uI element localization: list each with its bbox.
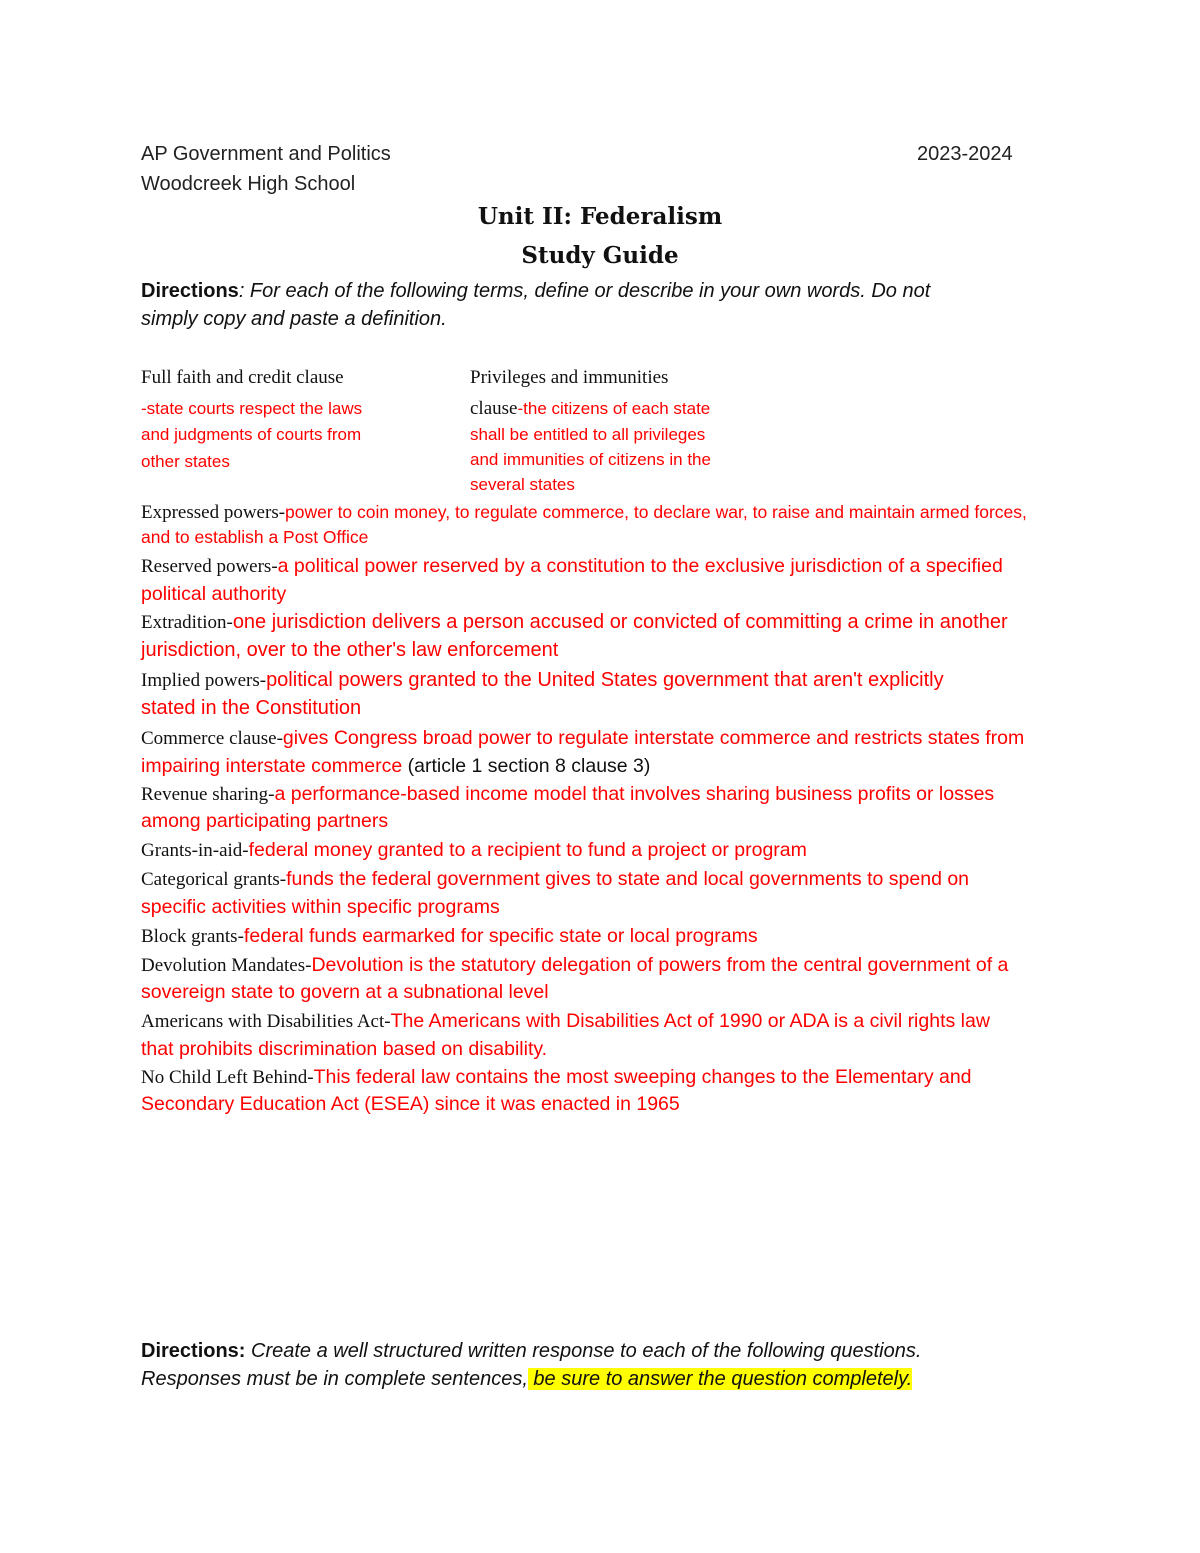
term-no-child-left-behind-cont: Secondary Education Act (ESEA) since it was enacted in 1965: [141, 1093, 680, 1115]
def-line: several states: [470, 475, 575, 494]
directions-terms: [141, 277, 1041, 333]
term-categorical-grants-cont: specific activities within specific programs: [141, 896, 500, 918]
term-definition: Devolution is the statutory delegation of powers from the central government of a: [311, 954, 1009, 976]
term-name: Commerce clause-: [141, 728, 283, 749]
term-name: Categorical grants-: [141, 869, 287, 890]
term-commerce-clause-cont: [141, 755, 650, 778]
unit-title: Unit II: Federalism: [477, 203, 723, 230]
def-line: shall be entitled to all privileges: [470, 425, 706, 444]
term-name: Devolution Mandates-: [141, 955, 312, 976]
term-definition: federal money granted to a recipient to fund a project or program: [248, 839, 807, 861]
term-full-faith: Full faith and credit clause: [141, 367, 344, 388]
def-line: and immunities of citizens in the: [470, 450, 711, 469]
term-revenue-sharing: [141, 783, 994, 806]
term-name: Expressed powers-: [141, 502, 286, 523]
def-line: and judgments of courts from: [141, 425, 362, 444]
term-definition: gives Congress broad power to regulate interstate commerce and restricts states from: [282, 727, 1025, 749]
term-name: Implied powers-: [141, 670, 267, 691]
directions-label: Directions: [141, 280, 239, 302]
term-privileges-line2: [470, 396, 710, 422]
directions-text-line2: Responses must be in complete sentences,: [141, 1368, 528, 1390]
term-name: Grants-in-aid-: [141, 840, 249, 861]
term-name: Block grants-: [141, 926, 244, 947]
term-definition: one jurisdiction delivers a person accused or convicted of committing a crime in another: [232, 611, 1008, 633]
term-no-child-left-behind: [141, 1066, 972, 1089]
term-name: Extradition-: [141, 612, 233, 633]
term-implied-powers-cont: stated in the Constitution: [141, 697, 362, 719]
highlighted-instruction: be sure to answer the question completely.: [527, 1368, 913, 1390]
constitution-reference: (article 1 section 8 clause 3): [402, 755, 651, 777]
term-definition-cont: impairing interstate commerce: [141, 755, 403, 777]
term-definition: The Americans with Disabilities Act of 1990 or ADA is a civil rights law: [390, 1010, 990, 1032]
term-categorical-grants: [141, 868, 969, 891]
directions-text-line1: : For each of the following terms, define or describe in your own words. Do not: [238, 280, 931, 302]
term-reserved-powers: [141, 555, 1003, 578]
term-devolution-mandates-cont: sovereign state to govern at a subnational level: [141, 981, 549, 1003]
term-name: Revenue sharing-: [141, 784, 275, 805]
term-reserved-powers-cont: political authority: [141, 583, 287, 605]
school-year: 2023-2024: [917, 143, 1013, 165]
term-definition: federal funds earmarked for specific state or local programs: [243, 925, 758, 947]
def-privileges-line1: -the citizens of each state: [517, 399, 711, 418]
directions-text-line1: Create a well structured written response to each of the following questions.: [245, 1340, 922, 1362]
term-name: Reserved powers-: [141, 556, 278, 577]
school-name: Woodcreek High School: [141, 173, 356, 195]
def-line: other states: [141, 452, 230, 471]
term-revenue-sharing-cont: among participating partners: [141, 810, 389, 832]
term-devolution-mandates: [141, 954, 1008, 977]
term-definition: political powers granted to the United States government that aren't explicitly: [266, 669, 944, 691]
directions-label: Directions:: [141, 1340, 246, 1362]
guide-title: Study Guide: [521, 242, 679, 269]
term-grants-in-aid: [141, 839, 807, 862]
term-privileges: Privileges and immunities: [470, 367, 669, 388]
directions-response: [141, 1337, 1041, 1393]
term-definition: funds the federal government gives to state and local governments to spend on: [286, 868, 970, 890]
term-definition: This federal law contains the most sweeping changes to the Elementary and: [313, 1066, 972, 1088]
term-block-grants: [141, 925, 758, 948]
term-expressed-powers-cont: and to establish a Post Office: [141, 527, 369, 547]
term-privileges-clause: clause: [470, 398, 518, 419]
term-ada: [141, 1010, 990, 1033]
def-line: -state courts respect the laws: [141, 399, 363, 418]
directions-text-line2: simply copy and paste a definition.: [141, 308, 447, 330]
term-definition: power to coin money, to regulate commerce, to declare war, to raise and maintain armed forces,: [285, 502, 1027, 522]
term-name: No Child Left Behind-: [141, 1067, 314, 1088]
term-extradition-cont: jurisdiction, over to the other's law enforcement: [141, 639, 559, 661]
term-ada-cont: that prohibits discrimination based on disability.: [141, 1038, 548, 1060]
term-extradition: [141, 611, 1008, 634]
course-name: AP Government and Politics: [141, 143, 391, 165]
term-commerce-clause: [141, 727, 1024, 750]
term-name: Americans with Disabilities Act-: [141, 1011, 391, 1032]
term-definition: a political power reserved by a constitution to the exclusive jurisdiction of a specified: [277, 555, 1003, 577]
term-expressed-powers: [141, 502, 1027, 524]
def-full-faith: [141, 396, 362, 475]
def-privileges: [470, 422, 711, 497]
term-definition: a performance-based income model that involves sharing business profits or losses: [274, 783, 995, 805]
term-implied-powers: [141, 669, 944, 692]
